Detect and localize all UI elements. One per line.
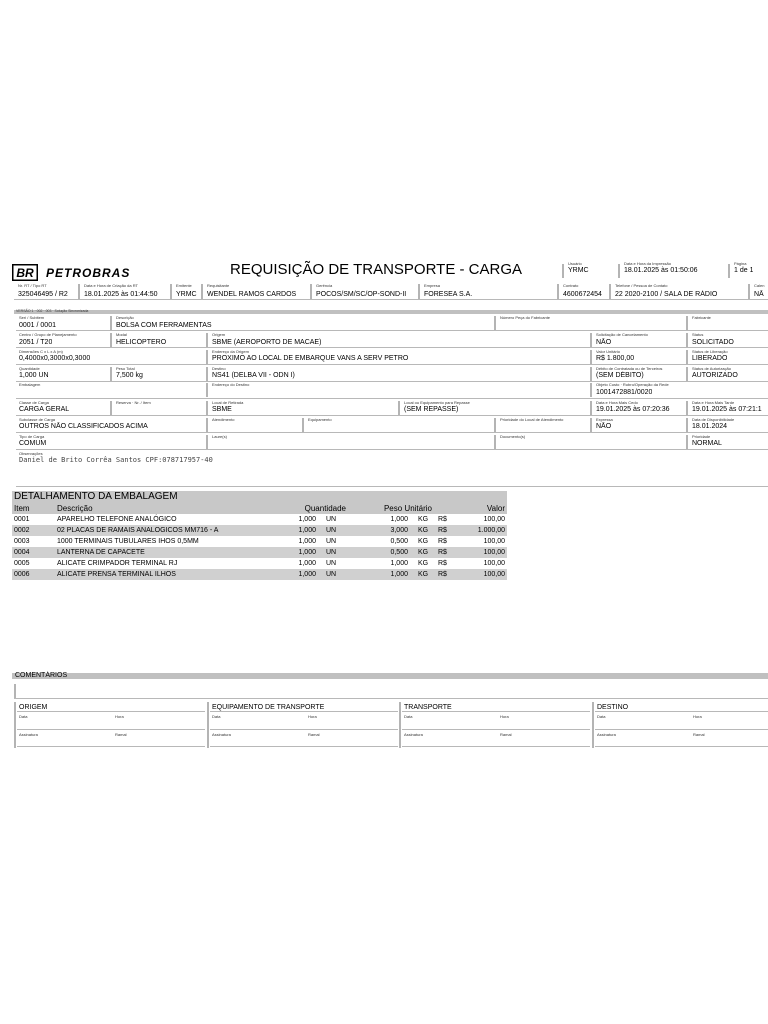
moeda-cell: R$ xyxy=(438,560,447,567)
field-marker xyxy=(201,284,203,299)
objeto-label: Objeto Custo · Rubro/Operação da Rede xyxy=(596,382,669,387)
unidade-cell: UN xyxy=(326,560,337,567)
calen-label: Calen xyxy=(754,283,765,288)
field-marker xyxy=(748,284,750,299)
divider xyxy=(16,347,768,348)
moeda-cell: R$ xyxy=(434,547,450,558)
field-marker xyxy=(206,350,208,364)
peso-total-value: 7,500 kg xyxy=(116,372,143,379)
field-marker xyxy=(686,316,688,330)
reserva-label: Reserva · Nr. / Item xyxy=(116,400,151,405)
svg-text:BR: BR xyxy=(16,266,34,280)
valor-cell: 100,00 xyxy=(450,569,507,580)
field-marker xyxy=(206,435,208,449)
field-marker xyxy=(170,284,172,299)
pagina-value: 1 de 1 xyxy=(734,267,754,274)
status-label: Status xyxy=(692,332,704,337)
tipo-carga-value: COMUM xyxy=(19,440,47,447)
valor-unit-label: Valor Unitário xyxy=(596,349,620,354)
serie-label: Seri / Subitem xyxy=(19,315,45,320)
assinatura-label: Assinatura xyxy=(404,732,423,737)
embalagem-label: Embalagem xyxy=(19,382,41,387)
page-title: REQUISIÇÃO DE TRANSPORTE - CARGA xyxy=(230,261,522,278)
kg-cell: KG xyxy=(418,560,429,567)
end-origem-label: Endereço da Origem xyxy=(212,349,249,354)
table-row xyxy=(12,536,507,547)
field-marker xyxy=(302,418,304,432)
local-retirada-label: Local de Retirada xyxy=(212,400,244,405)
kg-cell: KG xyxy=(418,538,429,545)
comentarios-bar xyxy=(12,673,768,679)
data-tarde-value: 19.01.2025 às 07:21:1 xyxy=(692,406,762,413)
field-marker xyxy=(686,367,688,381)
table-row xyxy=(12,547,507,558)
field-marker xyxy=(399,702,401,748)
usuario-label: Usuário xyxy=(568,261,582,266)
rodape-section-title: EQUIPAMENTO DE TRANSPORTE xyxy=(212,704,325,711)
quantidade-label: Quantidade xyxy=(19,366,40,371)
field-marker xyxy=(494,316,496,330)
hora-label: Hora xyxy=(308,714,317,719)
field-marker xyxy=(206,333,208,347)
field-marker xyxy=(686,401,688,415)
calen-value: NÃ xyxy=(754,291,764,298)
nr-rt-value: 325046495 / R2 xyxy=(18,291,68,298)
end-destino-label: Endereço do Destino xyxy=(212,382,250,387)
field-marker xyxy=(686,333,688,347)
field-marker xyxy=(557,284,559,299)
field-marker xyxy=(206,401,208,415)
divider xyxy=(16,486,768,487)
data-label: Data xyxy=(212,714,221,719)
quantidade-cell: 1,000 xyxy=(256,569,318,580)
data-disp-label: Data de Disponibilidade xyxy=(692,417,735,422)
documentos-label: Documento(s) xyxy=(500,434,526,439)
field-marker xyxy=(494,418,496,432)
field-marker xyxy=(14,684,16,698)
status-lib-label: Status de Liberação xyxy=(692,349,728,354)
unidade-cell: UN xyxy=(318,569,348,580)
field-marker xyxy=(590,401,592,415)
gerencia-value: POCOS/SM/SC/OP-SOND-II xyxy=(316,291,407,298)
assinatura-label: Assinatura xyxy=(212,732,231,737)
subclasse-label: Subclasse de Carga xyxy=(19,417,56,422)
item-cell: 0003 xyxy=(14,538,30,545)
impressao-value: 18.01.2025 às 01:50:06 xyxy=(624,267,698,274)
peso-cell: 1,000 xyxy=(390,560,408,567)
ramal-label: Ramal xyxy=(500,732,512,737)
serie-value: 0001 / 0001 xyxy=(19,322,56,329)
valor-cell: 100,00 xyxy=(483,516,505,523)
field-marker xyxy=(590,350,592,364)
sol-cancel-label: Solicitação de Cancelamento xyxy=(596,332,648,337)
field-marker xyxy=(418,284,420,299)
impressao-label: Data e Hora da Impressão xyxy=(624,261,671,266)
peso-cell: 1,000 xyxy=(348,569,410,580)
field-marker xyxy=(618,264,620,278)
col-item: Item xyxy=(12,503,55,514)
quantidade-value: 1,000 UN xyxy=(19,372,49,379)
emitente-value: YRMC xyxy=(176,291,197,298)
quantidade-cell: 1,000 xyxy=(256,547,318,558)
field-marker xyxy=(728,264,730,278)
requisitante-label: Requisitante xyxy=(207,283,230,288)
quantidade-cell: 1,000 xyxy=(298,560,316,567)
col-quantidade: Quantidade xyxy=(256,503,348,514)
status-value: SOLICITADO xyxy=(692,339,734,346)
local-repasse-label: Local ou Equipamento para Repasse xyxy=(404,400,470,405)
kg-cell: KG xyxy=(410,525,434,536)
peso-cell: 1,000 xyxy=(390,516,408,523)
status-aut-value: AUTORIZADO xyxy=(692,372,738,379)
field-marker xyxy=(686,350,688,364)
divider xyxy=(402,729,590,730)
objeto-value: 1001472881/0020 xyxy=(596,389,653,396)
centro-label: Centro / Grupo de Planejamento xyxy=(19,332,77,337)
centro-value: 2051 / T20 xyxy=(19,339,53,346)
assinatura-label: Assinatura xyxy=(597,732,616,737)
field-marker xyxy=(686,418,688,432)
descricao-label: Descrição xyxy=(116,315,134,320)
empresa-label: Empresa xyxy=(424,283,441,288)
classe-label: Classe de Carga xyxy=(19,400,49,405)
field-marker xyxy=(590,418,592,432)
field-marker xyxy=(206,383,208,397)
divider xyxy=(16,330,768,331)
field-marker xyxy=(494,435,496,449)
contrato-value: 4600672454 xyxy=(563,291,602,298)
numero-peca-label: Número Peça do Fabricante xyxy=(500,315,551,320)
field-marker xyxy=(562,264,564,278)
divider xyxy=(210,746,398,747)
descricao-value: BOLSA COM FERRAMENTAS xyxy=(116,322,212,329)
divider xyxy=(595,711,768,712)
col-valor: Valor xyxy=(434,503,507,514)
divider xyxy=(16,432,768,433)
peso-cell: 3,000 xyxy=(348,525,410,536)
unidade-cell: UN xyxy=(326,538,337,545)
data-disp-value: 18.01.2024 xyxy=(692,423,728,430)
divider xyxy=(14,299,768,300)
destino-label: Destino xyxy=(212,366,226,371)
valor-cell: 1.000,00 xyxy=(450,525,507,536)
origem-label: Origem xyxy=(212,332,226,337)
descricao-cell: APARELHO TELEFONE ANALÓGICO xyxy=(57,516,177,523)
rodape-section-title: ORIGEM xyxy=(19,704,48,711)
hora-label: Hora xyxy=(115,714,124,719)
moeda-cell: R$ xyxy=(434,525,450,536)
telefone-value: 22 2020-2100 / SALA DE RÁDIO xyxy=(615,291,718,298)
pagina-label: Página xyxy=(734,261,747,266)
dimensoes-label: Dimensões C x L x A (m) xyxy=(19,349,63,354)
modal-value: HELICÓPTERO xyxy=(116,339,167,346)
data-label: Data xyxy=(19,714,28,719)
data-cedo-label: Data e Hora Mais Cedo xyxy=(596,400,638,405)
divider xyxy=(210,729,398,730)
field-marker xyxy=(207,702,209,748)
field-marker xyxy=(110,401,112,415)
field-marker xyxy=(686,435,688,449)
destino-value: NS41 (DELBA VII - ODN I) xyxy=(212,372,295,379)
divider xyxy=(16,364,768,365)
kg-cell: KG xyxy=(410,569,434,580)
ramal-label: Ramal xyxy=(693,732,705,737)
table-row xyxy=(12,525,507,536)
expressa-label: Expressa xyxy=(596,417,613,422)
moeda-cell: R$ xyxy=(434,569,450,580)
field-marker xyxy=(206,367,208,381)
petrobras-logo-icon xyxy=(12,264,38,281)
peso-total-label: Peso Total xyxy=(116,366,135,371)
laure-label: Laure(s) xyxy=(212,434,227,439)
emitente-label: Emitente xyxy=(176,283,192,288)
descricao-cell: ALICATE CRIMPADOR TERMINAL RJ xyxy=(57,560,178,567)
unidade-cell: UN xyxy=(326,516,337,523)
ramal-label: Ramal xyxy=(115,732,127,737)
atendimento-label: Atendimento xyxy=(212,417,235,422)
field-marker xyxy=(14,702,16,748)
data-label: Data xyxy=(597,714,606,719)
embalagem-title: DETALHAMENTO DA EMBALAGEM xyxy=(12,491,507,503)
equipamento-label: Equipamento xyxy=(308,417,332,422)
field-marker xyxy=(590,367,592,381)
item-cell: 0002 xyxy=(12,525,55,536)
gerencia-label: Gerência xyxy=(316,283,333,288)
fabricante-label: Fabricante xyxy=(692,315,711,320)
prioridade-value: NORMAL xyxy=(692,440,722,447)
classe-value: CARGA GERAL xyxy=(19,406,70,413)
rodape-section-title: DESTINO xyxy=(597,704,629,711)
quantidade-cell: 1,000 xyxy=(256,525,318,536)
field-marker xyxy=(590,333,592,347)
local-retirada-value: SBME xyxy=(212,406,232,413)
debito-label: Débito de Contratada ou de Terceiros xyxy=(596,366,663,371)
field-marker xyxy=(206,418,208,432)
observacoes-value: Daniel de Brito Corrêa Santos CPF:078717957-40 xyxy=(19,456,213,464)
debito-value: (SEM DÉBITO) xyxy=(596,372,644,379)
divider xyxy=(14,698,768,699)
prioridade-label: Prioridade xyxy=(692,434,711,439)
field-marker xyxy=(592,702,594,748)
peso-cell: 0,500 xyxy=(348,547,410,558)
nr-rt-label: Nr. RT / Tipo RT xyxy=(18,283,47,288)
data-label: Data xyxy=(404,714,413,719)
descricao-cell: 02 PLACAS DE RAMAIS ANALOGICOS MM716 - A xyxy=(55,525,256,536)
field-marker xyxy=(590,383,592,397)
item-cell: 0006 xyxy=(12,569,55,580)
divider xyxy=(16,398,768,399)
divider xyxy=(17,711,205,712)
observacoes-label: Observações xyxy=(19,451,43,456)
moeda-cell: R$ xyxy=(438,516,447,523)
dimensoes-value: 0,4000x0,3000x0,3000 xyxy=(19,355,91,362)
field-marker xyxy=(110,333,112,347)
col-descricao: Descrição xyxy=(55,503,256,514)
ramal-label: Ramal xyxy=(308,732,320,737)
item-cell: 0004 xyxy=(12,547,55,558)
descricao-cell: 1000 TERMINAIS TUBULARES IHOS 0,5MM xyxy=(57,538,199,545)
divider xyxy=(595,746,768,747)
moeda-cell: R$ xyxy=(438,538,447,545)
divider xyxy=(595,729,768,730)
embalagem-table xyxy=(12,491,507,580)
status-aut-label: Status de Autorização xyxy=(692,366,731,371)
field-marker xyxy=(398,401,400,415)
empresa-value: FORESEA S.A. xyxy=(424,291,473,298)
table-row xyxy=(12,558,507,569)
item-cell: 0005 xyxy=(14,560,30,567)
field-marker xyxy=(110,367,112,381)
expressa-value: NÃO xyxy=(596,423,612,430)
descricao-cell: ALICATE PRENSA TERMINAL ILHOS xyxy=(55,569,256,580)
item-cell: 0001 xyxy=(14,516,30,523)
divider xyxy=(17,729,205,730)
sol-cancel-value: NÃO xyxy=(596,339,612,346)
rodape-section-title: TRANSPORTE xyxy=(404,704,452,711)
quantidade-cell: 1,000 xyxy=(298,538,316,545)
kg-cell: KG xyxy=(418,516,429,523)
data-cedo-value: 19.01.2025 às 07:20:36 xyxy=(596,406,670,413)
hora-label: Hora xyxy=(693,714,702,719)
criacao-label: Data e Hora de Criação da RT xyxy=(84,283,138,288)
unidade-cell: UN xyxy=(318,547,348,558)
valor-cell: 100,00 xyxy=(450,547,507,558)
divider xyxy=(210,711,398,712)
status-lib-value: LIBERADO xyxy=(692,355,728,362)
divider xyxy=(17,746,205,747)
col-peso: Peso Unitário xyxy=(348,503,434,514)
section-separator xyxy=(14,310,768,314)
valor-cell: 100,00 xyxy=(483,538,505,545)
table-row xyxy=(12,569,507,580)
divider xyxy=(16,449,768,450)
section-label: VERSÃO 1 · 002 · 003 · Solução Sincronizada xyxy=(16,309,89,313)
prioridade-atend-label: Prioridade do Local de Atendimento xyxy=(500,417,564,422)
valor-cell: 100,00 xyxy=(483,560,505,567)
data-tarde-label: Data e Hora Mais Tarde xyxy=(692,400,735,405)
unidade-cell: UN xyxy=(318,525,348,536)
peso-cell: 0,500 xyxy=(390,538,408,545)
divider xyxy=(402,746,590,747)
table-row xyxy=(12,514,507,525)
local-repasse-value: (SEM REPASSE) xyxy=(404,406,459,413)
requisitante-value: WENDEL RAMOS CARDOS xyxy=(207,291,297,298)
divider xyxy=(16,415,768,416)
end-origem-value: PROXIMO AO LOCAL DE EMBARQUE VANS A SERV PETRO xyxy=(212,355,409,362)
comentarios-title: COMENTÁRIOS xyxy=(15,672,68,679)
descricao-cell: LANTERNA DE CAPACETE xyxy=(55,547,256,558)
criacao-value: 18.01.2025 às 01:44:50 xyxy=(84,291,158,298)
hora-label: Hora xyxy=(500,714,509,719)
usuario-value: YRMC xyxy=(568,267,589,274)
tipo-carga-label: Tipo de Carga xyxy=(19,434,45,439)
origem-value: SBME (AEROPORTO DE MACAE) xyxy=(212,339,322,346)
field-marker xyxy=(110,316,112,330)
brand-name: PETROBRAS xyxy=(46,266,131,280)
valor-unit-value: R$ 1.800,00 xyxy=(596,355,635,362)
contrato-label: Contrato xyxy=(563,283,579,288)
field-marker xyxy=(78,284,80,299)
assinatura-label: Assinatura xyxy=(19,732,38,737)
divider xyxy=(402,711,590,712)
field-marker xyxy=(310,284,312,299)
subclasse-value: OUTROS NÃO CLASSIFICADOS ACIMA xyxy=(19,423,148,430)
quantidade-cell: 1,000 xyxy=(298,516,316,523)
modal-label: Modal xyxy=(116,332,127,337)
kg-cell: KG xyxy=(410,547,434,558)
field-marker xyxy=(609,284,611,299)
telefone-label: Telefone / Pessoa de Contato xyxy=(615,283,668,288)
